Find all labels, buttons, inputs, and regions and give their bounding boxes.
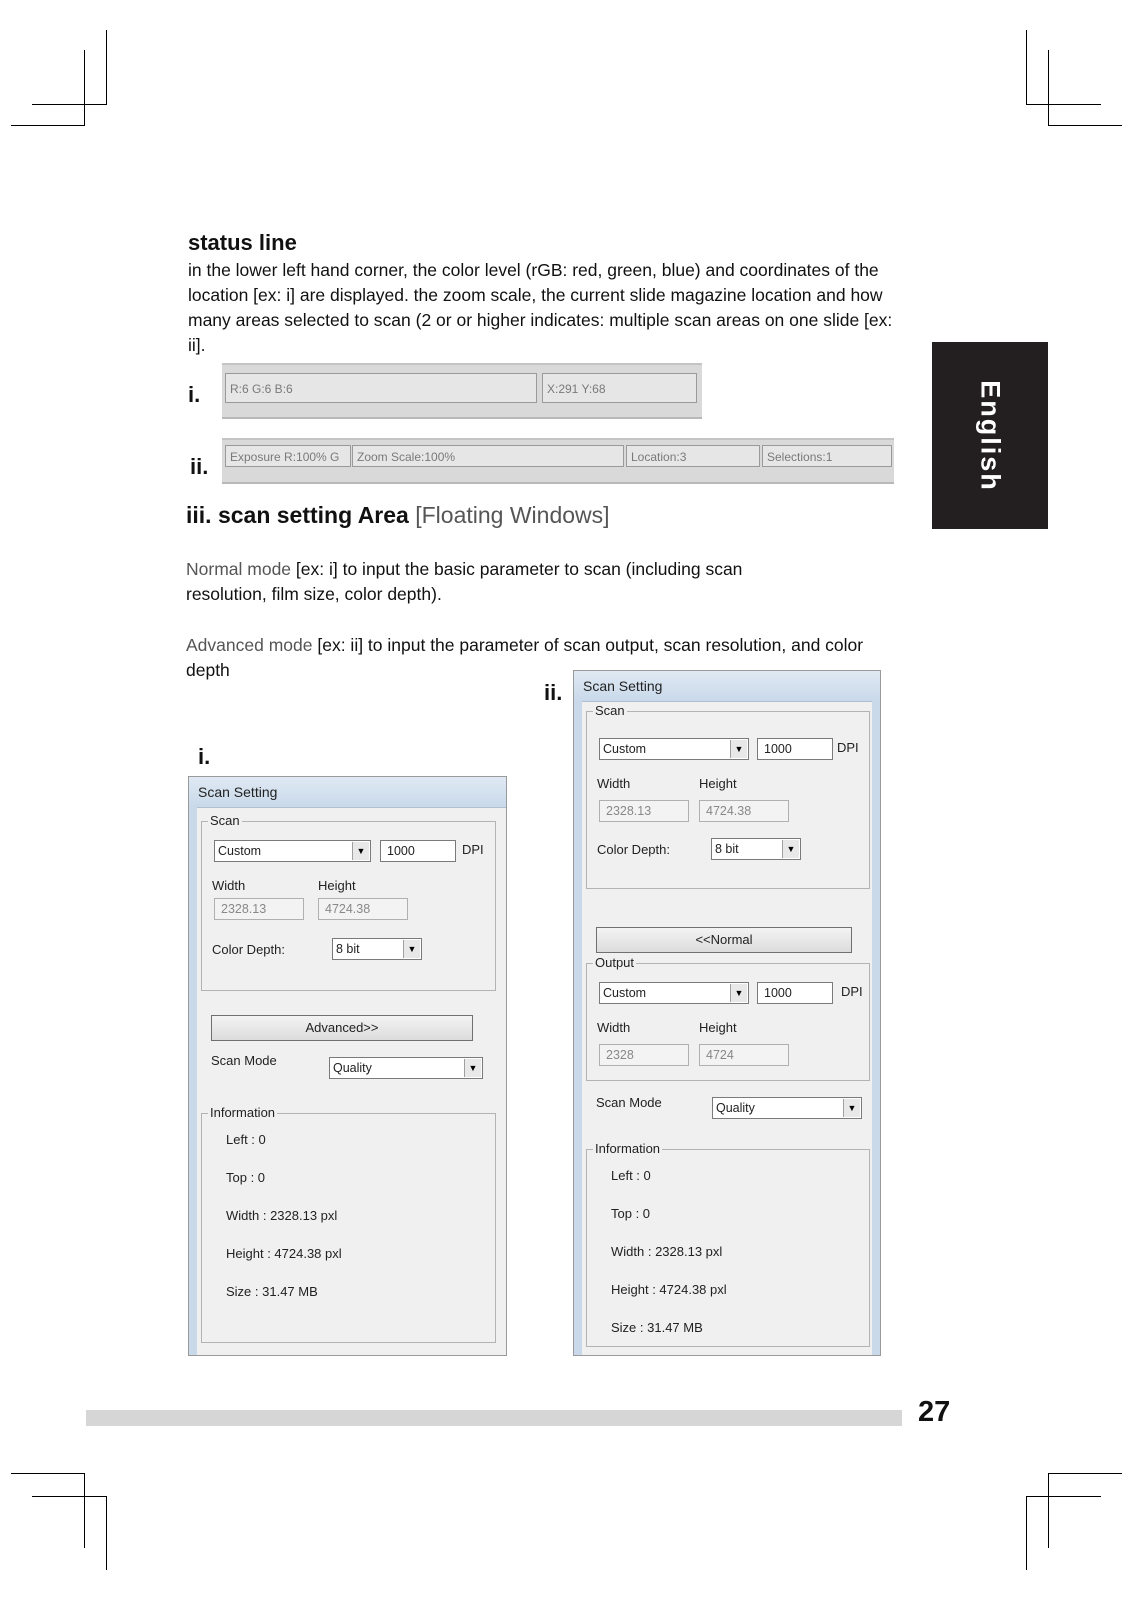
chevron-down-icon[interactable]: ▼: [782, 840, 799, 858]
window-title: Scan Setting: [583, 678, 663, 694]
output-width-label: Width: [597, 1020, 631, 1035]
crop-mark: [1048, 50, 1049, 125]
section-paragraph: in the lower left hand corner, the color level (rGB: red, green, blue) and coordinates of the location [ex: i] are displayed. the zoom scale, the current slide magazine location and how many areas selected to scan (2 or or higher indicates: multiple scan areas on one slide [ex: ii].: [188, 260, 893, 355]
dpi-unit-label: DPI: [837, 740, 859, 755]
crop-mark: [1026, 30, 1027, 104]
color-depth-label: Color Depth:: [212, 942, 285, 957]
example-label-ii: ii.: [190, 454, 209, 479]
color-depth-select[interactable]: 8 bit ▼: [711, 838, 801, 860]
scan-setting-window-advanced: [573, 670, 881, 1356]
crop-mark: [106, 1496, 107, 1570]
crop-mark: [32, 104, 107, 105]
example-label-i: i.: [188, 382, 201, 407]
chevron-down-icon[interactable]: ▼: [352, 842, 369, 860]
scan-group-legend: Scan: [210, 813, 240, 828]
color-depth-select[interactable]: 8 bit ▼: [332, 938, 422, 960]
window-frame: [574, 701, 582, 1355]
scan-group-legend: Scan: [595, 703, 625, 718]
scan-group: [201, 813, 496, 991]
info-left: Left : 0: [611, 1168, 651, 1183]
width-label: Width: [597, 776, 631, 791]
height-label: Height: [318, 878, 356, 893]
dpi-unit-label: DPI: [462, 842, 484, 857]
window-frame: [189, 807, 197, 1355]
crop-mark: [84, 50, 85, 125]
status-selections: Selections:1: [762, 445, 892, 467]
output-preset-select[interactable]: Custom ▼: [599, 982, 749, 1004]
footer-bar: [86, 1410, 902, 1426]
status-zoom-scale: Zoom Scale:100%: [352, 445, 624, 467]
status-location: Location:3: [626, 445, 760, 467]
information-group-legend: Information: [210, 1105, 276, 1120]
scan-mode-label: Scan Mode: [211, 1053, 277, 1068]
info-width: Width : 2328.13 pxl: [226, 1208, 338, 1223]
crop-mark: [84, 1473, 85, 1548]
window-frame: [872, 701, 880, 1355]
info-height: Height : 4724.38 pxl: [226, 1246, 342, 1261]
chevron-down-icon[interactable]: ▼: [730, 984, 747, 1002]
status-exposure: Exposure R:100% G: [225, 445, 351, 467]
page-number: 27: [918, 1396, 951, 1428]
section-heading-light: [Floating Windows]: [415, 502, 610, 528]
window-title-bar[interactable]: [574, 671, 880, 702]
advanced-mode-text: [ex: ii] to input the parameter of scan output, scan resolution, and color depth: [186, 635, 864, 680]
chevron-down-icon[interactable]: ▼: [730, 740, 747, 758]
width-field: 2328.13: [599, 800, 689, 822]
window-label-i: i.: [198, 744, 211, 769]
crop-mark: [1048, 1473, 1049, 1548]
crop-mark: [11, 1473, 85, 1474]
crop-mark: [106, 30, 107, 104]
info-top: Top : 0: [611, 1206, 651, 1221]
status-coordinates: X:291 Y:68: [542, 373, 697, 403]
status-color-level: R:6 G:6 B:6: [225, 373, 537, 403]
output-height-field: 4724: [699, 1044, 789, 1066]
section-heading: status line: [188, 230, 297, 255]
dpi-input[interactable]: 1000: [380, 840, 456, 862]
output-group-legend: Output: [595, 955, 635, 970]
advanced-mode-term: Advanced mode: [186, 635, 313, 655]
section-heading-bold: iii. scan setting Area: [186, 502, 409, 528]
crop-mark: [1026, 1496, 1027, 1570]
information-group: [201, 1105, 496, 1343]
normal-mode-term: Normal mode: [186, 559, 292, 579]
crop-mark: [1026, 1496, 1101, 1497]
info-size: Size : 31.47 MB: [226, 1284, 318, 1299]
height-field: 4724.38: [318, 898, 408, 920]
info-left: Left : 0: [226, 1132, 266, 1147]
crop-mark: [11, 125, 85, 126]
normal-mode-text: [ex: i] to input the basic parameter to scan (including scan resolution, film size, color depth).: [186, 559, 743, 604]
info-size: Size : 31.47 MB: [611, 1320, 703, 1335]
output-width-field: 2328: [599, 1044, 689, 1066]
crop-mark: [1026, 104, 1101, 105]
crop-mark: [1048, 125, 1122, 126]
output-dpi-input[interactable]: 1000: [757, 982, 833, 1004]
dpi-input[interactable]: 1000: [757, 738, 833, 760]
scan-setting-window-normal: [188, 776, 507, 1356]
info-width: Width : 2328.13 pxl: [611, 1244, 723, 1259]
window-title: Scan Setting: [198, 784, 278, 800]
normal-button[interactable]: <<Normal: [596, 927, 852, 953]
status-bar-example-ii: [222, 438, 894, 484]
language-tab: [932, 342, 1048, 529]
scan-group: [586, 703, 870, 889]
chevron-down-icon[interactable]: ▼: [843, 1099, 860, 1117]
section-heading: [186, 502, 610, 529]
crop-mark: [1048, 1473, 1122, 1474]
width-label: Width: [212, 878, 246, 893]
scan-preset-select[interactable]: Custom ▼: [599, 738, 749, 760]
scan-preset-select[interactable]: Custom ▼: [214, 840, 371, 862]
width-field: 2328.13: [214, 898, 304, 920]
scan-mode-select[interactable]: Quality ▼: [712, 1097, 862, 1119]
scan-mode-label: Scan Mode: [596, 1095, 662, 1110]
language-tab-label: English: [975, 379, 1006, 492]
chevron-down-icon[interactable]: ▼: [403, 940, 420, 958]
chevron-down-icon[interactable]: ▼: [464, 1059, 481, 1077]
normal-mode-description: [186, 557, 826, 607]
scan-mode-select[interactable]: Quality ▼: [329, 1057, 483, 1079]
output-dpi-unit-label: DPI: [841, 984, 863, 999]
color-depth-label: Color Depth:: [597, 842, 670, 857]
window-title-bar[interactable]: [189, 777, 506, 808]
window-label-ii: ii.: [544, 680, 563, 705]
information-group-legend: Information: [595, 1141, 661, 1156]
advanced-button[interactable]: Advanced>>: [211, 1015, 473, 1041]
output-height-label: Height: [699, 1020, 737, 1035]
info-height: Height : 4724.38 pxl: [611, 1282, 727, 1297]
information-group: [586, 1141, 870, 1347]
info-top: Top : 0: [226, 1170, 266, 1185]
status-bar-example-i: [222, 363, 702, 419]
height-label: Height: [699, 776, 737, 791]
crop-mark: [32, 1496, 107, 1497]
output-group: [586, 955, 870, 1081]
height-field: 4724.38: [699, 800, 789, 822]
